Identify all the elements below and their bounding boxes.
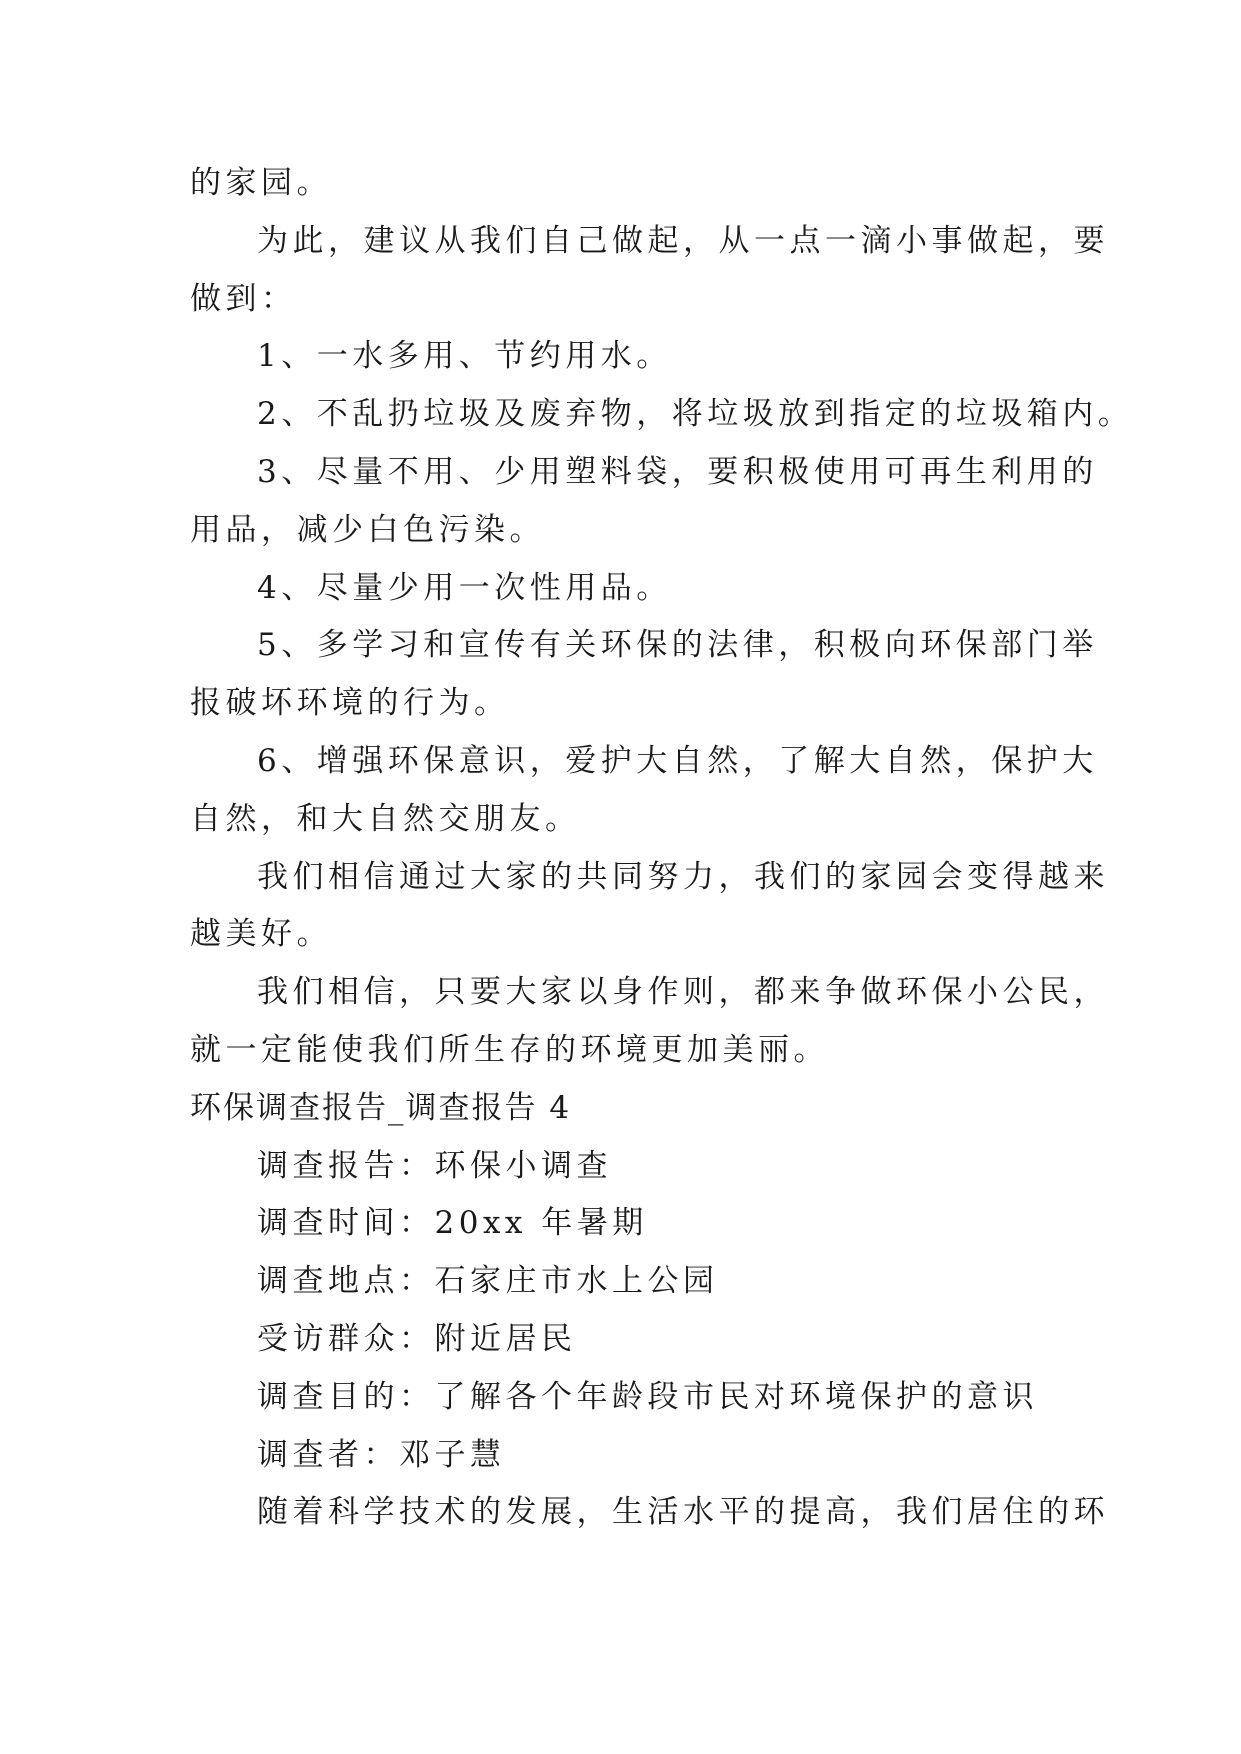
text-line: 6、增强环保意识，爱护大自然，了解大自然，保护大	[257, 742, 1098, 779]
text-line: 5、多学习和宣传有关环保的法律，积极向环保部门举	[257, 627, 1098, 664]
text-line: 的家园。	[190, 165, 332, 201]
text-line: 随着科学技术的发展，生活水平的提高，我们居住的环	[257, 1494, 1109, 1531]
text-line: 调查地点：石家庄市水上公园	[257, 1263, 719, 1300]
section-heading: 环保调查报告_调查报告 4	[190, 1089, 572, 1126]
text-line: 调查目的：了解各个年龄段市民对环境保护的意识	[257, 1378, 1038, 1415]
text-line: 做到：	[190, 280, 297, 317]
text-line: 调查者：邓子慧	[257, 1436, 506, 1473]
text-line: 2、不乱扔垃圾及废弃物，将垃圾放到指定的垃圾箱内。	[257, 396, 1134, 433]
text-line: 报破坏环境的行为。	[190, 685, 510, 722]
text-line: 3、尽量不用、少用塑料袋，要积极使用可再生利用的	[257, 453, 1098, 490]
document-body	[190, 155, 1134, 1542]
text-line: 自然，和大自然交朋友。	[190, 800, 581, 837]
text-line: 为此，建议从我们自己做起，从一点一滴小事做起，要	[257, 222, 1109, 259]
text-line: 1、一水多用、节约用水。	[257, 338, 672, 375]
text-line: 调查报告：环保小调查	[257, 1147, 612, 1184]
text-line: 就一定能使我们所生存的环境更加美丽。	[190, 1031, 829, 1068]
text-line: 用品，减少白色污染。	[190, 511, 545, 548]
text-line: 我们相信通过大家的共同努力，我们的家园会变得越来	[257, 858, 1109, 895]
text-line: 我们相信，只要大家以身作则，都来争做环保小公民，	[257, 974, 1109, 1011]
text-line: 越美好。	[190, 916, 332, 953]
text-line: 受访群众：附近居民	[257, 1320, 577, 1357]
text-line: 4、尽量少用一次性用品。	[257, 569, 672, 606]
text-line: 调查时间：20xx 年暑期	[257, 1205, 648, 1242]
